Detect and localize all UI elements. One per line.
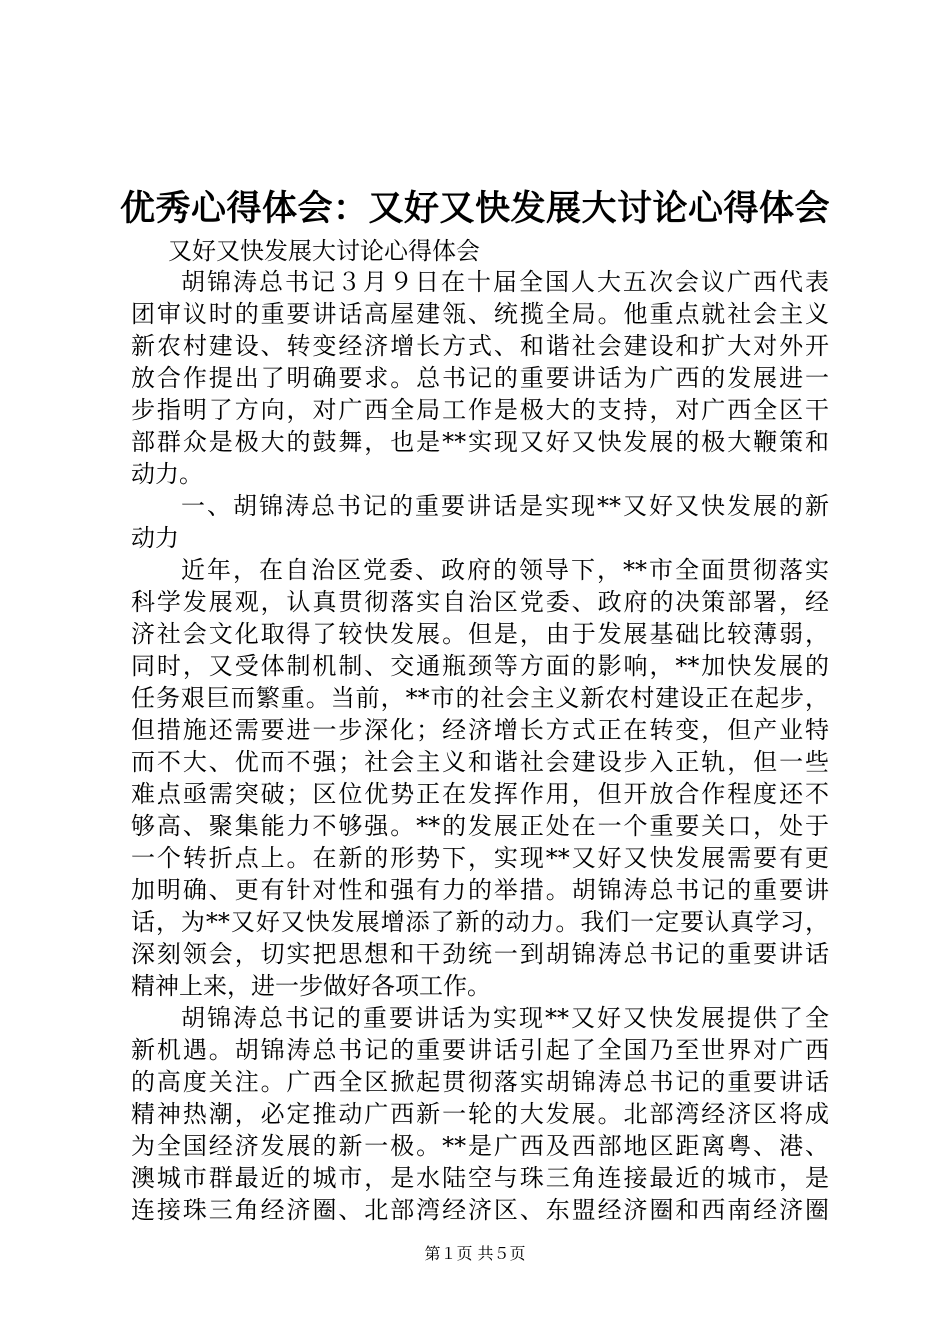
page-title: 优秀心得体会：又好又快发展大讨论心得体会	[119, 188, 830, 229]
paragraph-line: 科学发展观，认真贯彻落实自治区党委、政府的决策部署，经	[131, 588, 829, 616]
section-heading-line: 一、胡锦涛总书记的重要讲话是实现**又好又快发展的新	[181, 492, 829, 520]
paragraph-line: 够高、聚集能力不够强。**的发展正处在一个重要关口，处于	[131, 812, 829, 840]
paragraph-line: 胡锦涛总书记３月９日在十届全国人大五次会议广西代表	[181, 268, 829, 296]
paragraph-line: 放合作提出了明确要求。总书记的重要讲话为广西的发展进一	[131, 364, 829, 392]
paragraph-line: 部群众是极大的鼓舞，也是**实现又好又快发展的极大鞭策和	[131, 428, 829, 456]
paragraph-line: 步指明了方向，对广西全局工作是极大的支持，对广西全区干	[131, 396, 829, 424]
page-footer: 第１页 共５页	[424, 1244, 526, 1263]
paragraph-line: 但措施还需要进一步深化；经济增长方式正在转变，但产业特	[131, 716, 829, 744]
paragraph-line: 为全国经济发展的新一极。**是广西及西部地区距离粤、港、	[131, 1132, 829, 1160]
paragraph-line: 澳城市群最近的城市，是水陆空与珠三角连接最近的城市，是	[131, 1164, 829, 1192]
paragraph-line: 而不大、优而不强；社会主义和谐社会建设步入正轨，但一些	[131, 748, 829, 776]
paragraph-line: 一个转折点上。在新的形势下，实现**又好又快发展需要有更	[131, 844, 829, 872]
document-subtitle: 又好又快发展大讨论心得体会	[168, 237, 480, 265]
paragraph-line: 的高度关注。广西全区掀起贯彻落实胡锦涛总书记的重要讲话	[131, 1068, 829, 1096]
paragraph-line: 新农村建设、转变经济增长方式、和谐社会建设和扩大对外开	[131, 332, 829, 360]
body-text	[131, 266, 829, 1226]
paragraph-line: 新机遇。胡锦涛总书记的重要讲话引起了全国乃至世界对广西	[131, 1036, 829, 1064]
paragraph-line: 济社会文化取得了较快发展。但是，由于发展基础比较薄弱，	[131, 620, 829, 648]
section-heading-line: 动力	[131, 524, 179, 552]
paragraph-line: 加明确、更有针对性和强有力的举措。胡锦涛总书记的重要讲	[131, 876, 829, 904]
paragraph-line: 话，为**又好又快发展增添了新的动力。我们一定要认真学习，	[131, 908, 829, 936]
paragraph-line: 同时，又受体制机制、交通瓶颈等方面的影响，**加快发展的	[131, 652, 829, 680]
paragraph-line: 深刻领会，切实把思想和干劲统一到胡锦涛总书记的重要讲话	[131, 940, 829, 968]
paragraph-line: 动力。	[131, 460, 203, 488]
paragraph-line: 难点亟需突破；区位优势正在发挥作用，但开放合作程度还不	[131, 780, 829, 808]
paragraph-line: 精神上来，进一步做好各项工作。	[131, 972, 491, 1000]
paragraph-line: 近年，在自治区党委、政府的领导下，**市全面贯彻落实	[181, 556, 829, 584]
paragraph-line: 任务艰巨而繁重。当前，**市的社会主义新农村建设正在起步，	[131, 684, 829, 712]
paragraph-line: 连接珠三角经济圈、北部湾经济区、东盟经济圈和西南经济圈	[131, 1196, 829, 1224]
paragraph-line: 团审议时的重要讲话高屋建瓴、统揽全局。他重点就社会主义	[131, 300, 829, 328]
paragraph-line: 胡锦涛总书记的重要讲话为实现**又好又快发展提供了全	[181, 1004, 829, 1032]
paragraph-line: 精神热潮，必定推动广西新一轮的大发展。北部湾经济区将成	[131, 1100, 829, 1128]
